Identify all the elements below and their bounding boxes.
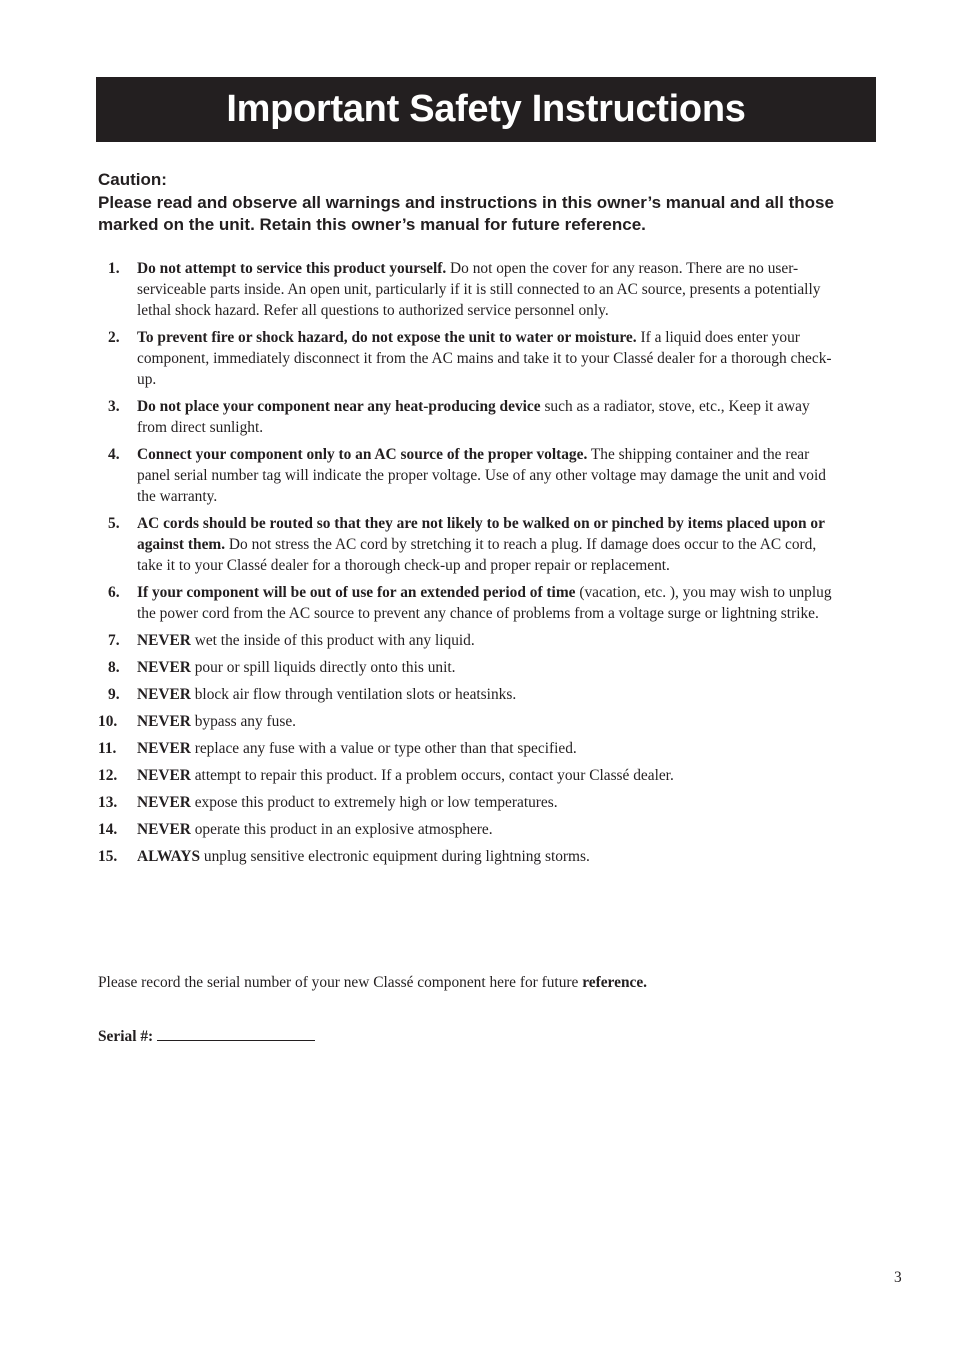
serial-blank-line (157, 1026, 315, 1041)
item-bold-lead: AC cords should be routed so that they are not likely to be walked on or pinched by items placed upon or against them. (137, 515, 825, 553)
list-item (98, 444, 843, 507)
item-text (137, 711, 843, 732)
serial-record-note (98, 972, 647, 993)
item-number: 6. (108, 584, 120, 601)
item-text (137, 792, 843, 813)
item-number: 10. (98, 713, 118, 730)
item-rest: Do not open the cover for any reason. There are no user-serviceable parts inside. An open unit, particularly if it is still connected to an AC source, presents a potentially lethal shock hazard. Refer all questions to authorized service personnel only. (137, 260, 821, 319)
item-number: 9. (108, 686, 120, 703)
item-text (137, 765, 843, 786)
item-text (137, 327, 843, 390)
item-number: 14. (98, 821, 118, 838)
title-banner (96, 77, 876, 142)
item-number: 5. (108, 515, 120, 532)
item-number: 1. (108, 260, 120, 277)
item-bold-lead: NEVER (137, 794, 191, 811)
item-rest: unplug sensitive electronic equipment during lightning storms. (200, 848, 590, 865)
item-rest: replace any fuse with a value or type other than that specified. (190, 740, 577, 757)
item-rest: wet the inside of this product with any liquid. (190, 632, 475, 649)
record-text: Please record the serial number of your new Classé component here for future (98, 974, 583, 991)
item-rest: If a liquid does enter your component, immediately disconnect it from the AC mains and take it to your Classé dealer for a thorough check-up. (137, 329, 832, 388)
item-rest: The shipping container and the rear panel serial number tag will indicate the proper voltage. Use of any other voltage may damage the unit and void the warranty. (137, 446, 826, 505)
item-number: 8. (108, 659, 120, 676)
record-bold: reference. (582, 974, 648, 991)
item-text (137, 630, 843, 651)
item-rest: operate this product in an explosive atmosphere. (190, 821, 493, 838)
item-bold-lead: ALWAYS (137, 848, 201, 865)
item-rest: bypass any fuse. (190, 713, 297, 730)
item-number: 15. (98, 848, 118, 865)
item-text (137, 582, 843, 624)
item-bold-lead: Connect your component only to an AC source of the proper voltage. (137, 446, 588, 463)
item-bold-lead: NEVER (137, 740, 191, 757)
item-rest: attempt to repair this product. If a problem occurs, contact your Classé dealer. (190, 767, 674, 784)
list-item (98, 258, 843, 321)
caution-text: Please read and observe all warnings and instructions in this owner’s manual and all those marked on the unit. Retain this owner’s manual for future reference. (98, 192, 834, 234)
caution-block (98, 169, 868, 237)
item-bold-lead: Do not place your component near any heat-producing device (137, 398, 541, 415)
list-item (98, 396, 843, 438)
item-number: 3. (108, 398, 120, 415)
item-text (137, 513, 843, 576)
item-number: 4. (108, 446, 120, 463)
list-item (98, 582, 843, 624)
caution-label: Caution: (98, 170, 167, 189)
list-item (98, 711, 843, 732)
item-text (137, 684, 843, 705)
list-item (98, 819, 843, 840)
list-item (98, 657, 843, 678)
page-number: 3 (894, 1269, 902, 1286)
safety-instructions-list (98, 258, 843, 873)
item-bold-lead: NEVER (137, 713, 191, 730)
serial-label: Serial #: (98, 1028, 154, 1045)
item-bold-lead: NEVER (137, 767, 191, 784)
item-bold-lead: To prevent fire or shock hazard, do not expose the unit to water or moisture. (137, 329, 637, 346)
page-title: Important Safety Instructions (226, 88, 746, 130)
item-number: 7. (108, 632, 120, 649)
item-bold-lead: NEVER (137, 659, 191, 676)
list-item (98, 792, 843, 813)
item-number: 12. (98, 767, 118, 784)
item-text (137, 657, 843, 678)
list-item (98, 327, 843, 390)
item-text (137, 738, 843, 759)
serial-field (98, 1026, 315, 1047)
item-rest: pour or spill liquids directly onto this unit. (190, 659, 456, 676)
item-number: 11. (98, 740, 117, 757)
item-text (137, 258, 843, 321)
list-item (98, 513, 843, 576)
item-text (137, 396, 843, 438)
item-rest: such as a radiator, stove, etc., Keep it away from direct sunlight. (137, 398, 810, 436)
item-text (137, 444, 843, 507)
item-bold-lead: Do not attempt to service this product yourself. (137, 260, 447, 277)
item-text (137, 846, 843, 867)
item-number: 13. (98, 794, 118, 811)
list-item (98, 630, 843, 651)
item-bold-lead: NEVER (137, 686, 191, 703)
item-rest: expose this product to extremely high or low temperatures. (190, 794, 558, 811)
item-bold-lead: If your component will be out of use for an extended period of time (137, 584, 576, 601)
item-rest: (vacation, etc. ), you may wish to unplug the power cord from the AC source to prevent any chance of problems from a voltage surge or lightning strike. (137, 584, 832, 622)
item-bold-lead: NEVER (137, 632, 191, 649)
list-item (98, 738, 843, 759)
item-bold-lead: NEVER (137, 821, 191, 838)
list-item (98, 765, 843, 786)
item-text (137, 819, 843, 840)
item-rest: Do not stress the AC cord by stretching it to reach a plug. If damage does occur to the AC cord, take it to your Classé dealer for a thorough check-up and proper repair or replacement. (137, 536, 817, 574)
list-item (98, 684, 843, 705)
list-item (98, 846, 843, 867)
item-number: 2. (108, 329, 120, 346)
item-rest: block air flow through ventilation slots or heatsinks. (190, 686, 517, 703)
